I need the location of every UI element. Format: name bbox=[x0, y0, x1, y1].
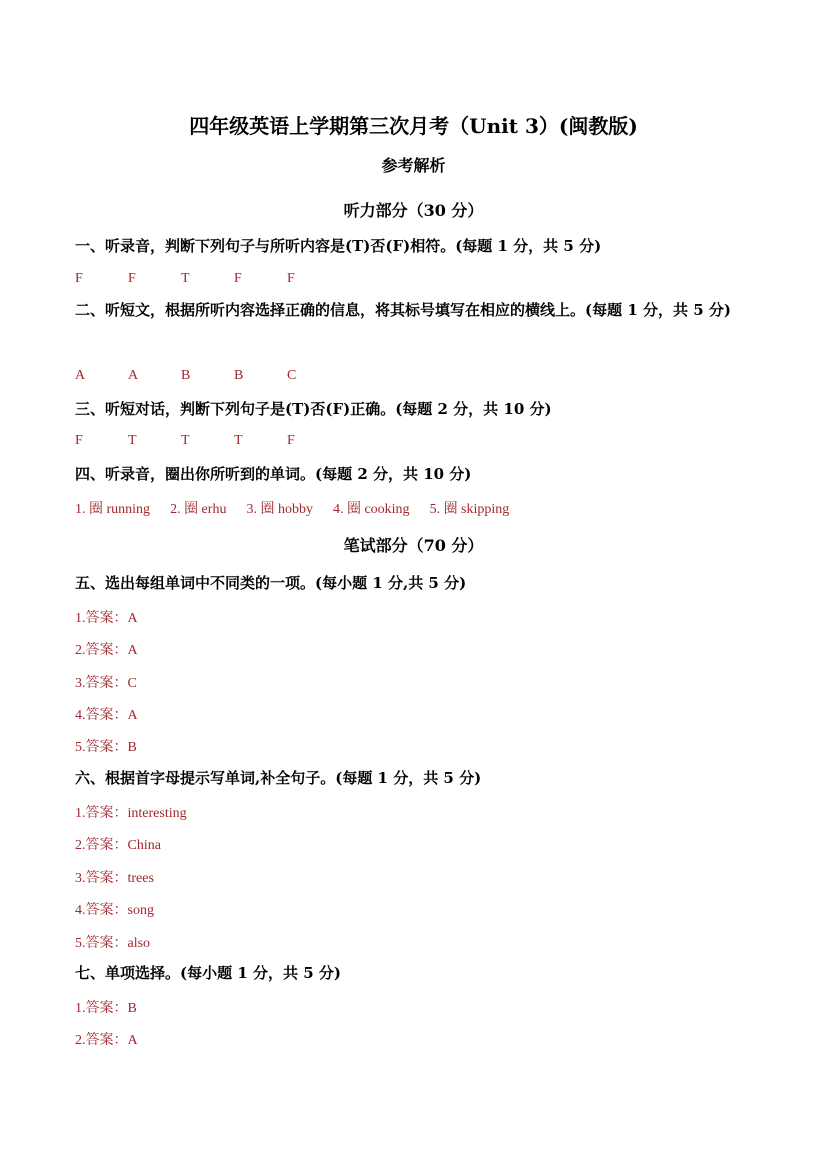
answer: F bbox=[234, 271, 242, 286]
answer-line: 1.答案：interesting bbox=[75, 806, 187, 821]
answer: 3. 圈 hobby bbox=[246, 502, 313, 517]
answer: B bbox=[234, 368, 244, 383]
answer: C bbox=[287, 368, 297, 383]
section-1-answers bbox=[75, 271, 340, 287]
answer: 2. 圈 erhu bbox=[170, 502, 227, 517]
answer-line: 1.答案：B bbox=[75, 1001, 137, 1016]
answer-line: 3.答案：C bbox=[75, 676, 137, 691]
answer: F bbox=[75, 433, 83, 448]
section-1-question: 一、听录音，判断下列句子与所听内容是(T)否(F)相符。(每题 1 分，共 5 分) bbox=[75, 237, 602, 255]
answer: 1. 圈 running bbox=[75, 502, 151, 517]
section-4-question: 四、听录音，圈出你所听到的单词。(每题 2 分，共 10 分) bbox=[75, 465, 472, 483]
answer: T bbox=[234, 433, 243, 448]
answer-line: 5.答案：also bbox=[75, 936, 151, 951]
answer: F bbox=[75, 271, 83, 286]
answer: T bbox=[181, 433, 190, 448]
answer: F bbox=[128, 271, 136, 286]
answer: F bbox=[287, 271, 295, 286]
document-subtitle: 参考解析 bbox=[381, 156, 446, 175]
section-2-answers bbox=[75, 368, 340, 384]
answer-line: 2.答案：A bbox=[75, 643, 138, 658]
section-3-question: 三、听短对话，判断下列句子是(T)否(F)正确。(每题 2 分，共 10 分) bbox=[75, 400, 552, 418]
answer-line: 1.答案：A bbox=[75, 611, 138, 626]
section-3-answers bbox=[75, 433, 340, 449]
section-7-question: 七、单项选择。(每小题 1 分，共 5 分) bbox=[75, 964, 341, 982]
answer-line: 3.答案：trees bbox=[75, 871, 154, 886]
section-4-answers bbox=[75, 498, 529, 518]
section-5-question: 五、选出每组单词中不同类的一项。(每小题 1 分,共 5 分) bbox=[75, 574, 467, 592]
answer-line: 5.答案：B bbox=[75, 740, 137, 755]
answer: 4. 圈 cooking bbox=[332, 502, 410, 517]
answer: A bbox=[75, 368, 86, 383]
answer: A bbox=[128, 368, 139, 383]
section-2-question: 二、听短文，根据所听内容选择正确的信息，将其标号填写在相应的横线上。(每题 1 分，共 5 分) bbox=[75, 301, 731, 319]
answer-line: 2.答案：China bbox=[75, 838, 161, 853]
answer-line: 4.答案：A bbox=[75, 708, 138, 723]
answer-line: 4.答案：song bbox=[75, 903, 154, 918]
answer-line: 2.答案：A bbox=[75, 1033, 138, 1048]
answer: T bbox=[128, 433, 137, 448]
answer: T bbox=[181, 271, 190, 286]
writing-heading: 笔试部分（70 分） bbox=[343, 536, 484, 555]
document-title: 四年级英语上学期第三次月考（Unit 3）(闽教版) bbox=[189, 114, 638, 138]
section-6-question: 六、根据首字母提示写单词,补全句子。(每题 1 分，共 5 分) bbox=[75, 769, 482, 787]
listening-heading: 听力部分（30 分） bbox=[343, 201, 484, 220]
answer: F bbox=[287, 433, 295, 448]
answer: B bbox=[181, 368, 191, 383]
answer: 5. 圈 skipping bbox=[429, 502, 510, 517]
